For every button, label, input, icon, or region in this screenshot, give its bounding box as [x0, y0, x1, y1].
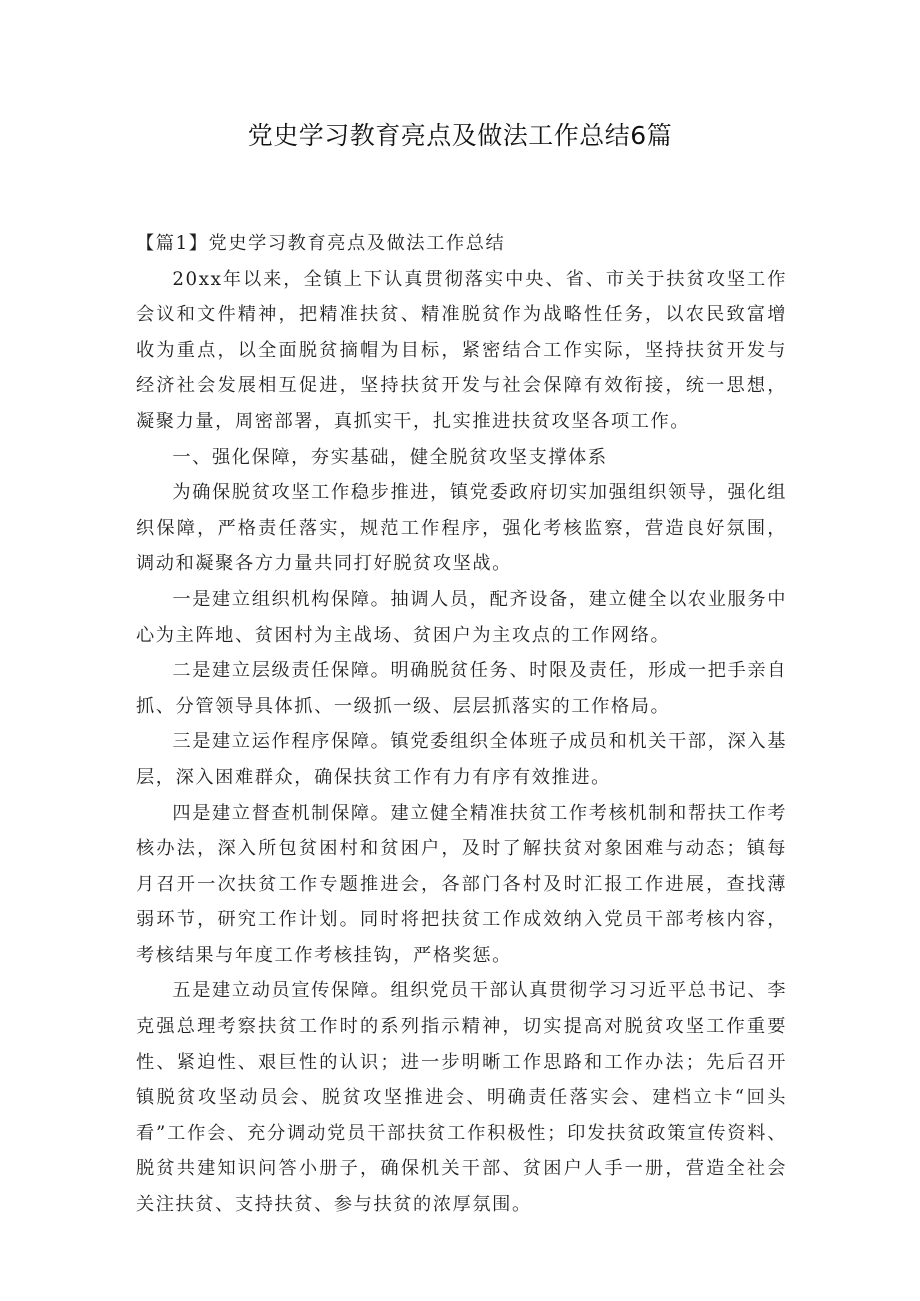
paragraph-item-1: 一是建立组织机构保障。抽调人员，配齐设备，建立健全以农业服务中心为主阵地、贫困村为主战场、贫困户为主攻点的工作网络。	[136, 588, 787, 646]
paragraph-item-5: 五是建立动员宣传保障。组织党员干部认真贯彻学习习近平总书记、李克强总理考察扶贫工作时的系列指示精神，切实提高对脱贫攻坚工作重要性、紧迫性、艰巨性的认识；进一步明晰工作思路和工作办法；先后召开镇脱贫攻坚动员会、脱贫攻坚推进会、明确责任落实会、建档立卡“回头看”工作会、充分调动党员干部扶贫工作积极性；印发扶贫政策宣传资料、脱贫共建知识问答小册子，确保机关干部、贫困户人手一册，营造全社会关注扶贫、支持扶贫、参与扶贫的浓厚氛围。	[136, 980, 787, 1216]
paragraph-item-4: 四是建立督查机制保障。建立健全精准扶贫工作考核机制和帮扶工作考核办法，深入所包贫困村和贫困户，及时了解扶贫对象困难与动态；镇每月召开一次扶贫工作专题推进会，各部门各村及时汇报工作进展，查找薄弱环节，研究工作计划。同时将把扶贫工作成效纳入党员干部考核内容，考核结果与年度工作考核挂钩，严格奖惩。	[136, 802, 787, 966]
paragraph-item-2: 二是建立层级责任保障。明确脱贫任务、时限及责任，形成一把手亲自抓、分管领导具体抓、一级抓一级、层层抓落实的工作格局。	[136, 660, 787, 717]
paragraph-item-3: 三是建立运作程序保障。镇党委组织全体班子成员和机关干部，深入基层，深入困难群众，确保扶贫工作有力有序有效推进。	[136, 731, 787, 788]
subheading-one: 一、强化保障，夯实基础，健全脱贫攻坚支撑体系	[172, 446, 608, 468]
document-title: 党史学习教育亮点及做法工作总结6篇	[247, 121, 673, 150]
paragraph-body: 为确保脱贫攻坚工作稳步推进，镇党委政府切实加强组织领导，强化组织保障，严格责任落实，规范工作程序，强化考核监察，营造良好氛围，调动和凝聚各方力量共同打好脱贫攻坚战。	[136, 482, 787, 575]
document-body	[136, 226, 787, 1223]
section-heading: 【篇1】党史学习教育亮点及做法工作总结	[136, 233, 506, 254]
paragraph-intro: 20xx年以来，全镇上下认真贯彻落实中央、省、市关于扶贫攻坚工作会议和文件精神，把精准扶贫、精准脱贫作为战略性任务，以农民致富增收为重点，以全面脱贫摘帽为目标，紧密结合工作实际，坚持扶贫开发与经济社会发展相互促进，坚持扶贫开发与社会保障有效衔接，统一思想，凝聚力量，周密部署，真抓实干，扎实推进扶贫攻坚各项工作。	[136, 268, 787, 432]
